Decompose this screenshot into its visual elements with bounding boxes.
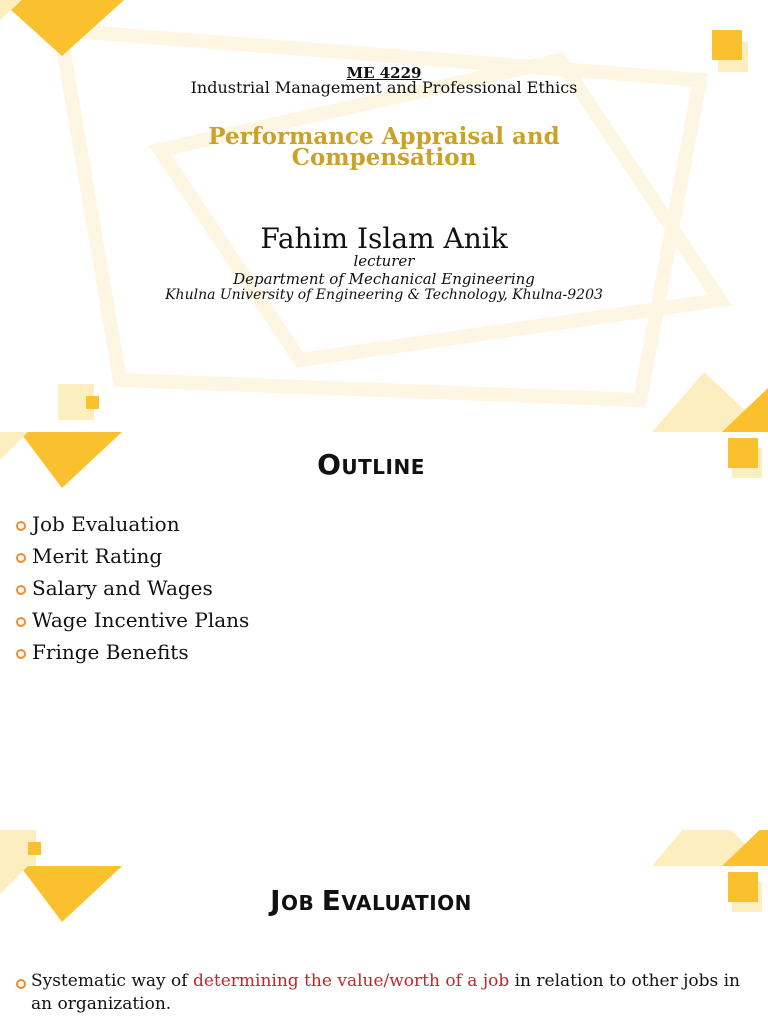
bullet-icon xyxy=(16,979,26,989)
list-item: Salary and Wages xyxy=(16,572,249,604)
title-slide xyxy=(0,0,768,432)
course-title: Industrial Management and Professional Ethics xyxy=(190,78,578,97)
job-evaluation-slide xyxy=(0,830,768,1024)
list-item: Wage Incentive Plans xyxy=(16,604,249,636)
presenter-name: Fahim Islam Anik xyxy=(260,222,508,255)
square-shape xyxy=(712,30,742,60)
outline-slide xyxy=(0,432,768,830)
university: Khulna University of Engineering & Technology, Khulna-9203 xyxy=(165,287,603,303)
bullet-icon xyxy=(16,553,26,563)
bullet-icon xyxy=(16,585,26,595)
outline-heading: OUTLINE xyxy=(317,448,425,481)
slide-title-line: Performance Appraisal and xyxy=(208,123,560,150)
list-item: Job Evaluation xyxy=(16,508,249,540)
department: Department of Mechanical Engineering xyxy=(233,270,535,288)
definition-paragraph: Systematic way of determining the value/worth of a job in relation to other jobs in an organization. xyxy=(16,970,761,1016)
bullet-icon xyxy=(16,617,26,627)
bullet-icon xyxy=(16,521,26,531)
job-evaluation-heading: JOB EVALUATION xyxy=(270,884,472,917)
presenter-role: lecturer xyxy=(353,252,415,270)
highlighted-text: determining the value/worth of a job xyxy=(192,971,510,991)
outline-list xyxy=(16,508,249,668)
bullet-icon xyxy=(16,649,26,659)
list-item: Merit Rating xyxy=(16,540,249,572)
list-item: Fringe Benefits xyxy=(16,636,249,668)
slide-title xyxy=(0,123,768,171)
slide-title-line: Compensation xyxy=(291,144,477,171)
course-code: ME 4229 xyxy=(346,64,422,82)
